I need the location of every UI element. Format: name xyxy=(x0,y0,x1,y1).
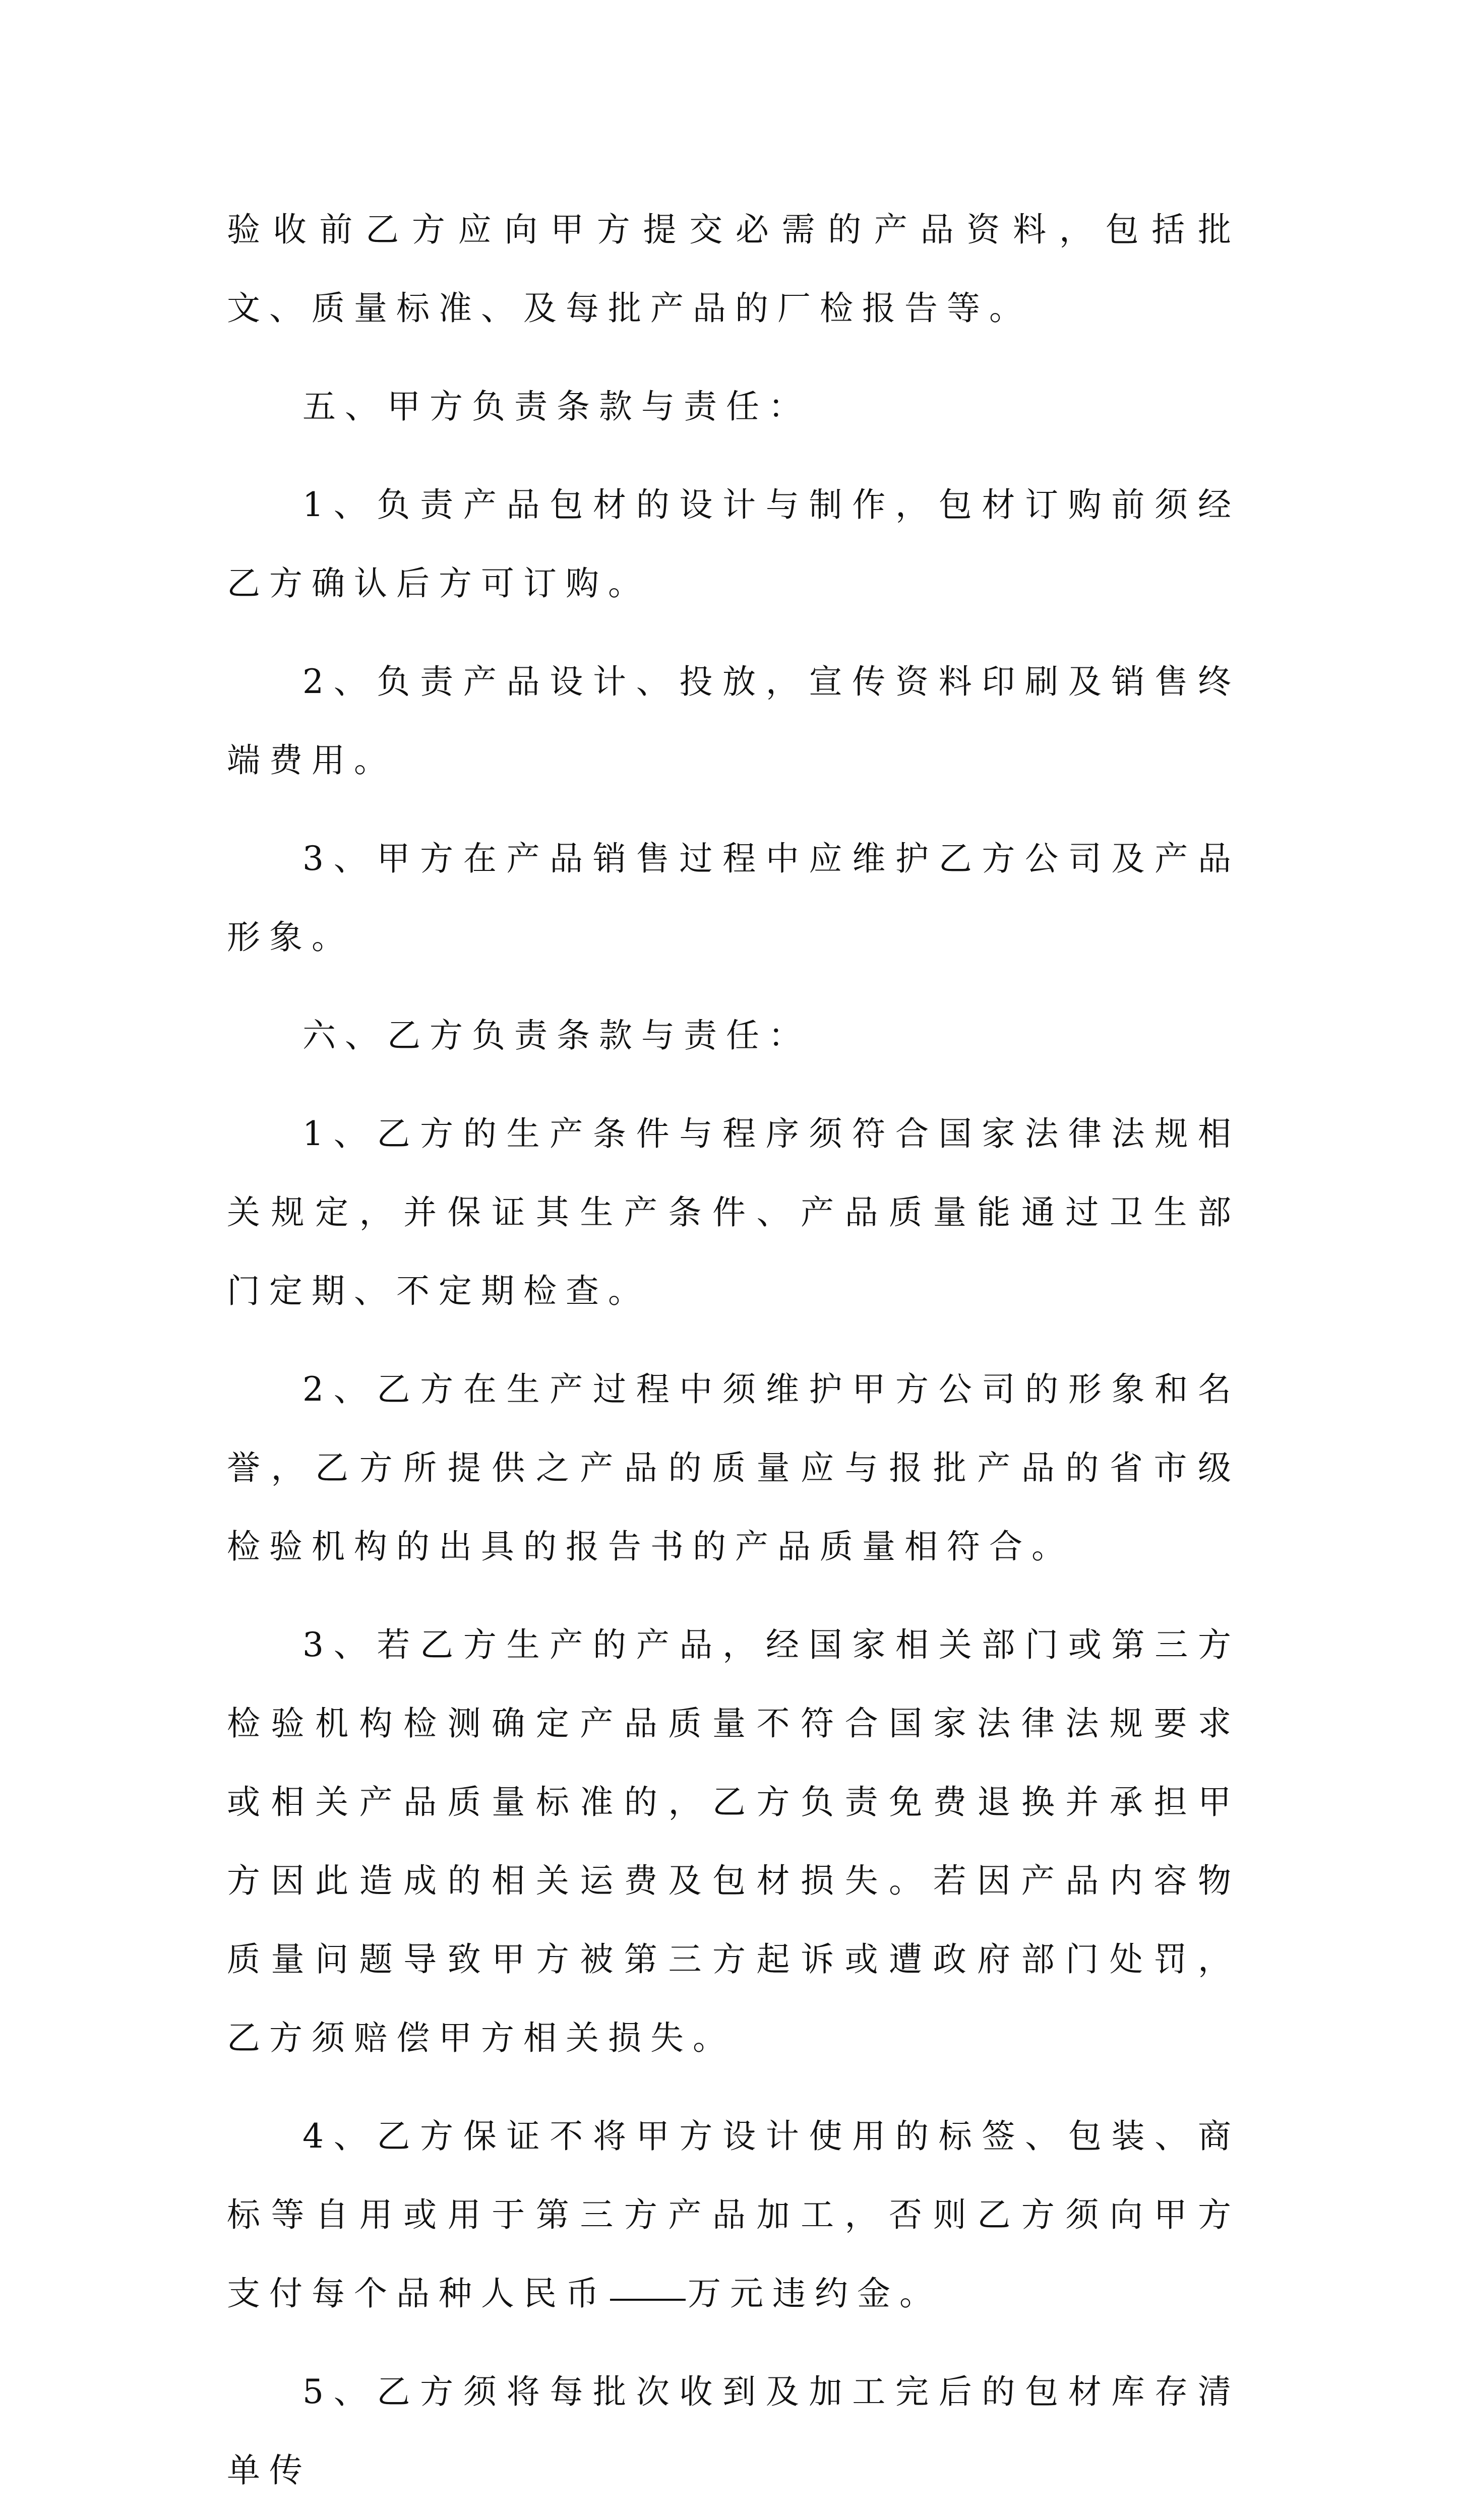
amount-blank-line xyxy=(610,2299,686,2301)
clause-b-3: 3、若乙方生产的产品，经国家相关部门或第三方检验机构检测确定产品质量不符合国家法律法规要求或相关产品质量标准的，乙方负责免费退换并承担甲方因此造成的相关运费及包材损失。若因产品内容物质量问题导致甲方被第三方起诉或遭政府部门处罚，乙方须赔偿甲方相关损失。 xyxy=(227,1625,1240,2057)
section-heading-party-a-responsibilities: 五、甲方负责条款与责任： xyxy=(302,387,811,426)
clause-b-2: 2、乙方在生产过程中须维护甲方公司的形象和名誉，乙方所提供之产品的质量应与报批产品的省市级检验机构的出具的报告书的产品质量相符合。 xyxy=(227,1370,1240,1566)
clause-a-3: 3、甲方在产品销售过程中应维护乙方公司及产品形象。 xyxy=(227,839,1240,957)
paragraph-acceptance-materials: 验收前乙方应向甲方提交必需的产品资料，包括批文、质量标准、及每批产品的厂检报告等。 xyxy=(227,210,1240,328)
section-heading-party-b-responsibilities: 六、乙方负责条款与责任： xyxy=(302,1016,811,1055)
clause-b-4-text-after: 万元违约金。 xyxy=(688,2274,942,2313)
clause-b-4-text-before: 4、乙方保证不将甲方设计使用的标签、包装、商标等自用或用于第三方产品加工，否则乙方须向甲方支付每个品种人民币 xyxy=(227,2117,1240,2313)
clause-b-4 xyxy=(227,2097,1240,2333)
clause-b-5: 5、乙方须将每批次收到及加工完后的包材库存清单传 xyxy=(227,2372,1240,2490)
clause-b-1: 1、乙方的生产条件与程序须符合国家法律法规相关规定，并保证其生产条件、产品质量能通过卫生部门定期、不定期检查。 xyxy=(227,1114,1240,1310)
document-page xyxy=(227,191,1240,2520)
clause-a-1: 1、负责产品包材的设计与制作，包材订购前须经乙方确认后方可订购。 xyxy=(227,485,1240,603)
clause-a-2: 2、负责产品设计、投放，宣传资料印刷及销售终端费用。 xyxy=(227,662,1240,780)
